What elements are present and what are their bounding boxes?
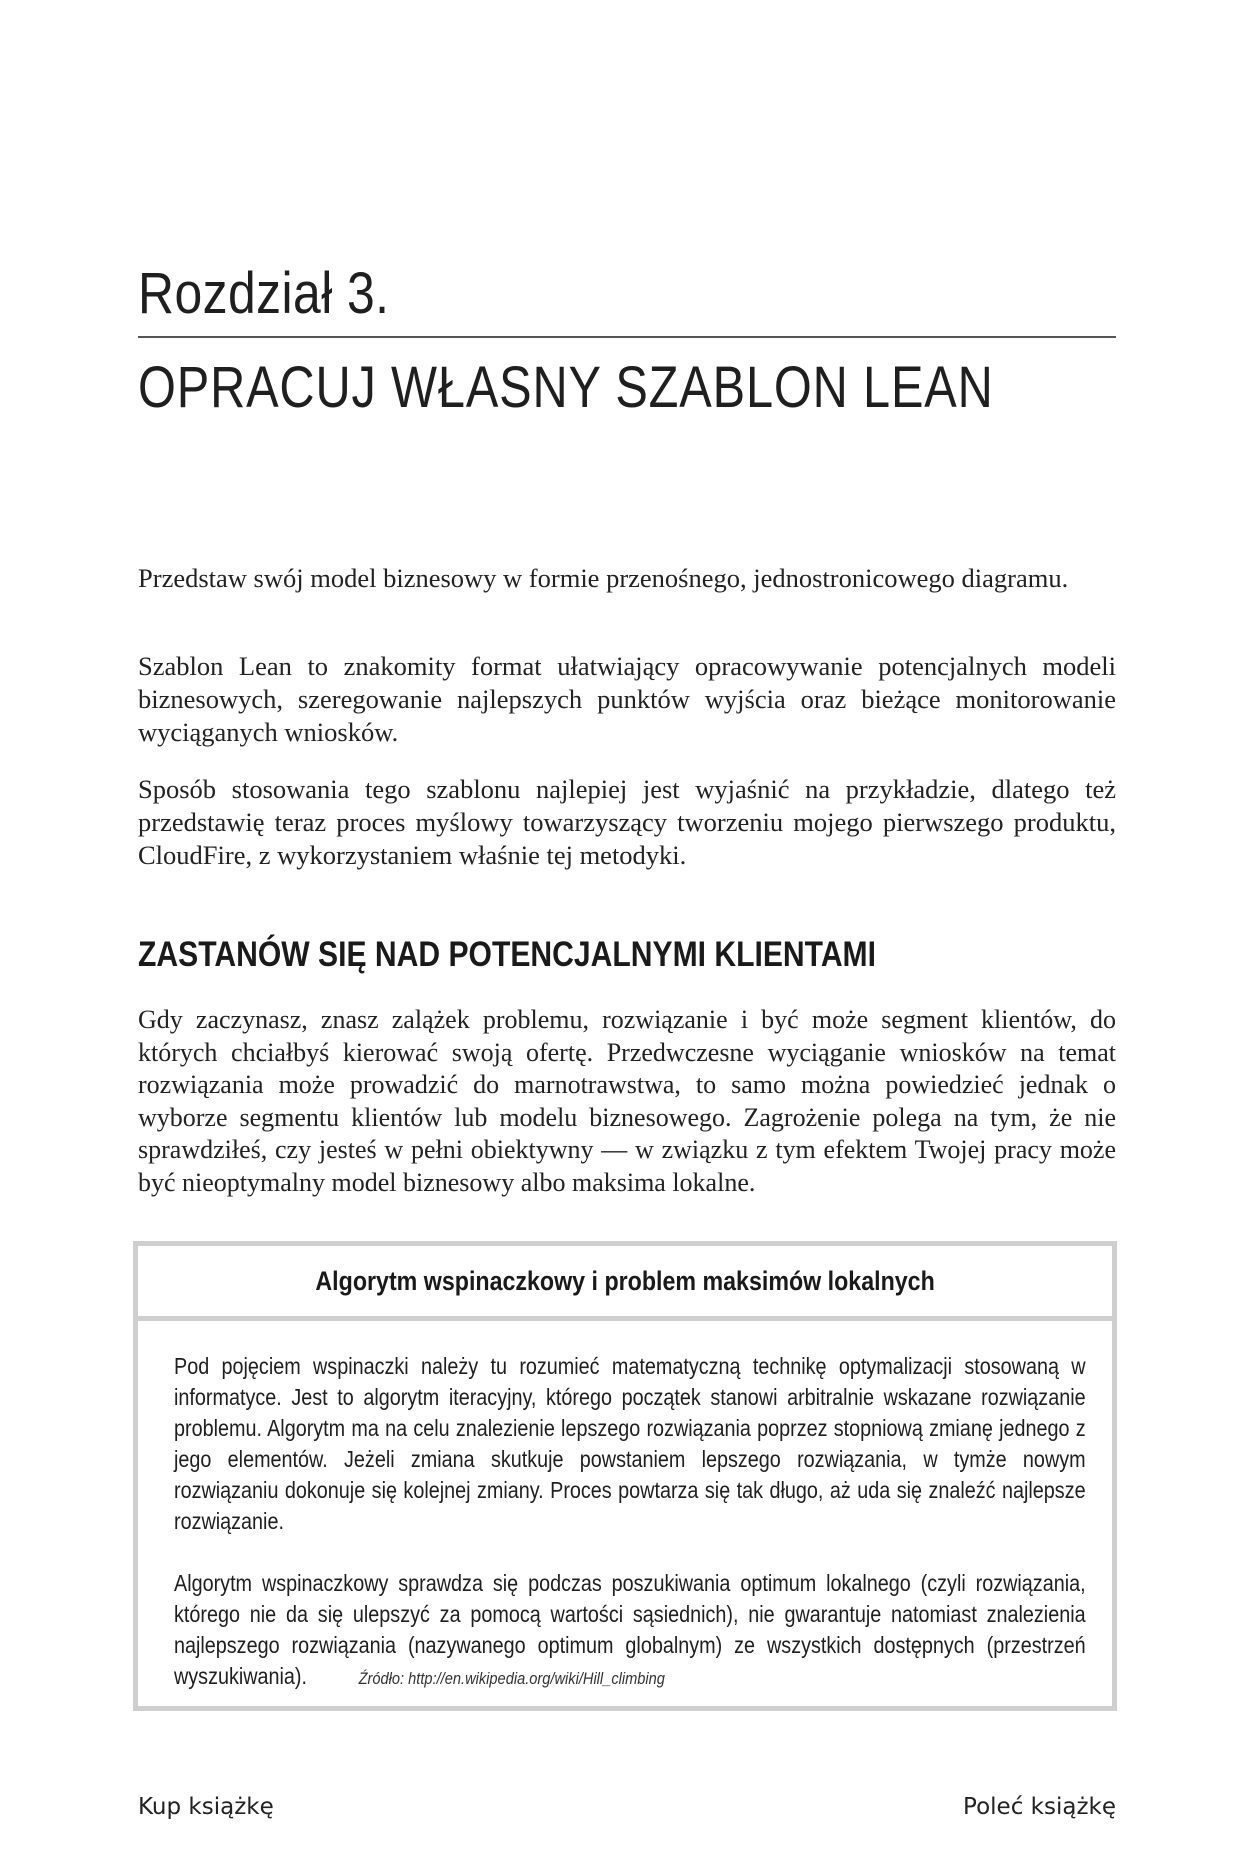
chapter-title: OPRACUJ WŁASNY SZABLON LEAN <box>138 355 994 420</box>
buy-book-link[interactable]: Kup książkę <box>138 1794 274 1820</box>
source-citation: Źródło: http://en.wikipedia.org/wiki/Hill_climbing <box>358 1669 665 1688</box>
sidebar-box <box>133 1241 1117 1711</box>
intro-paragraph-1: Przedstaw swój model biznesowy w formie przenośnego, jednostronicowego diagramu. <box>138 563 1069 593</box>
chapter-divider <box>138 336 1116 338</box>
sidebar-title-bar <box>138 1246 1112 1321</box>
intro-paragraph-2: Szablon Lean to znakomity format ułatwiający opracowywanie potencjalnych modeli biznesowych, szeregowanie najlepszych punktów wyjścia oraz bieżące monitorowanie wyciąganych wniosków. <box>138 651 1116 747</box>
section-paragraph: Gdy zaczynasz, znasz zalążek problemu, rozwiązanie i być może segment klientów, do których chciałbyś kierować swoją ofertę. Przedwczesne wyciąganie wniosków na temat rozwiązania może prowadzić do marnotrawstwa, to samo można powiedzieć jednak o wyborze segmentu klientów lub modelu biznesowego. Zagrożenie polega na tym, że nie sprawdziłeś, czy jesteś w pełni obiektywny — w związku z tym efektem Twojej pracy może być nieoptymalny model biznesowy albo maksima lokalne. <box>138 1005 1116 1197</box>
section-heading: ZASTANÓW SIĘ NAD POTENCJALNYMI KLIENTAMI <box>138 935 877 974</box>
sidebar-paragraph-1: Pod pojęciem wspinaczki należy tu rozumieć matematyczną technikę optymalizacji stosowaną w informatyce. Jest to algorytm iteracyjny, którego początek stanowi arbitralnie wskazane rozwiązanie problemu. Algorytm ma na celu znalezienie lepszego rozwiązania poprzez stopniową zmianę jednego z jego elementów. Jeżeli zmiana skutkuje powstaniem lepszego rozwiązania, w tymże nowym rozwiązaniu dokonuje się kolejnej zmiany. Proces powtarza się tak długo, aż uda się znaleźć najlepsze rozwiązanie. <box>174 1353 1086 1534</box>
intro-paragraph-3: Sposób stosowania tego szablonu najlepiej jest wyjaśnić na przykładzie, dlatego też przedstawię teraz proces myślowy towarzyszący tworzeniu mojego pierwszego produktu, CloudFire, z wykorzystaniem właśnie tej metodyki. <box>138 774 1116 870</box>
recommend-book-link[interactable]: Poleć książkę <box>963 1794 1116 1820</box>
sidebar-title: Algorytm wspinaczkowy i problem maksimów lokalnych <box>315 1265 935 1296</box>
sidebar-paragraph-2 <box>174 1568 1086 1694</box>
sidebar-paragraph-2-text: Algorytm wspinaczkowy sprawdza się podczas poszukiwania optimum lokalnego (czyli rozwiązania, którego nie da się ulepszyć za pomocą wartości sąsiednich), nie gwarantuje natomiast znalezienia najlepszego rozwiązania (nazywanego optimum globalnym) ze wszystkich dostępnych (przestrzeń wyszukiwania). <box>174 1570 1086 1689</box>
chapter-label: Rozdział 3. <box>138 261 390 326</box>
